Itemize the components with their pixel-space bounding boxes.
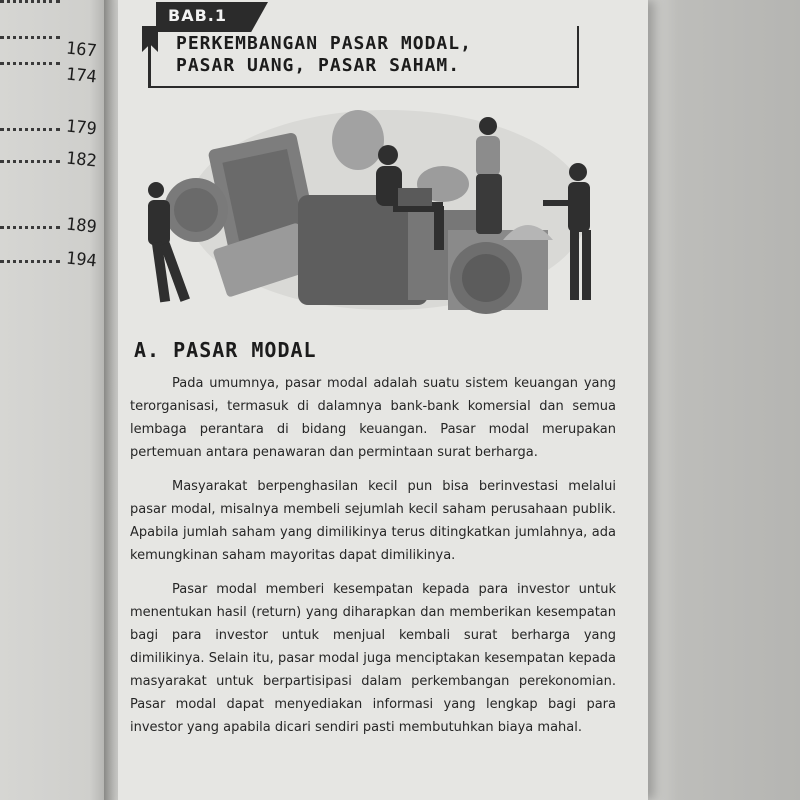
toc-page-number: 182	[65, 148, 98, 172]
body-text	[130, 372, 616, 750]
toc-leader-dots	[0, 158, 60, 163]
toc-page-number: 179	[65, 116, 98, 140]
toc-leader-dots	[0, 34, 60, 39]
book-page	[118, 0, 648, 800]
toc-leader-dots	[0, 0, 60, 3]
toc-page-number: 189	[65, 214, 98, 238]
toc-leader-dots	[0, 126, 60, 131]
background-surface	[648, 0, 800, 800]
chapter-title-line-2: PASAR UANG, PASAR SAHAM.	[176, 55, 461, 76]
toc-leader-dots	[0, 224, 60, 229]
section-heading: A. PASAR MODAL	[134, 338, 317, 362]
toc-page-number: 194	[65, 248, 98, 272]
paragraph: Masyarakat berpenghasilan kecil pun bisa berinvestasi melalui pasar modal, misalnya membeli sejumlah kecil saham perusahaan publik. Apabila jumlah saham yang dimilikinya terus ditingkatkan jumlahnya, ada kemungkinan saham mayoritas dapat dimilikinya.	[130, 479, 616, 563]
toc-page-number: 167	[65, 38, 98, 62]
previous-page	[0, 0, 112, 800]
paragraph: Pasar modal memberi kesempatan kepada para investor untuk menentukan hasil (return) yang diharapkan dan memberikan kesempatan bagi para investor untuk menjual kembali surat berharga yang dimilikinya. Selain itu, pasar modal juga menciptakan kesempatan kepada masyarakat untuk berpartisipasi dalam perkembangan perekonomian. Pasar modal dapat menyediakan informasi yang lengkap bagi para investor yang apabila dicari sendiri pasti membutuhkan biaya mahal.	[130, 582, 616, 735]
paragraph: Pada umumnya, pasar modal adalah suatu sistem keuangan yang terorganisasi, termasuk di dalamnya bank-bank komersial dan semua lembaga perantara di bidang keuangan. Pasar modal merupakan pertemuan antara penawaran dan permintaan surat berharga.	[130, 376, 616, 460]
chapter-label: BAB.1	[168, 6, 227, 25]
toc-leader-dots	[0, 258, 60, 263]
investment-illustration	[148, 100, 598, 320]
toc-page-number: 174	[65, 64, 98, 88]
chapter-title-line-1: PERKEMBANGAN PASAR MODAL,	[176, 33, 472, 54]
toc-leader-dots	[0, 60, 60, 65]
chapter-title	[176, 33, 576, 77]
